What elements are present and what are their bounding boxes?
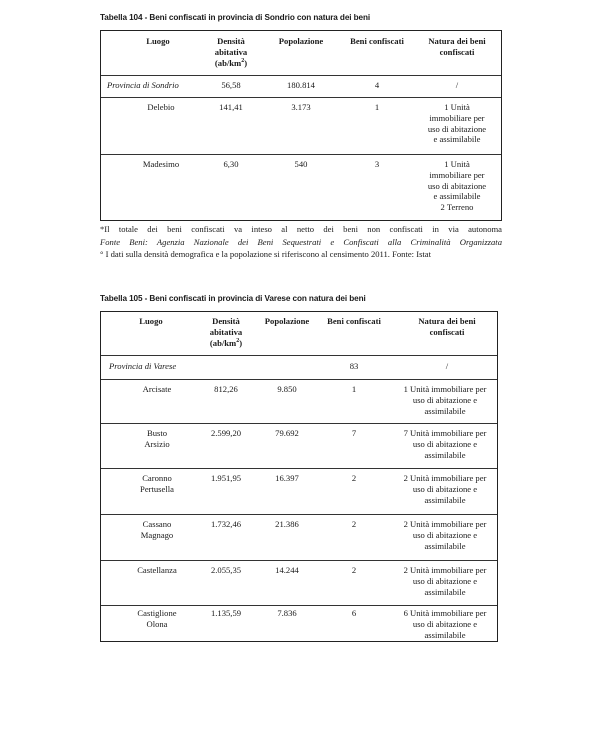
row-luogo: Castellanza bbox=[137, 565, 177, 575]
provincia-beni: 83 bbox=[349, 361, 359, 371]
table-104-header-row bbox=[101, 31, 501, 76]
row-luogo: Castiglione Olona bbox=[137, 608, 177, 629]
header-natura: Natura dei beni confiscati bbox=[418, 316, 476, 337]
row-beni: 7 bbox=[351, 428, 357, 438]
table-row bbox=[101, 606, 497, 642]
table-row bbox=[101, 469, 497, 515]
header-luogo: Luogo bbox=[146, 36, 170, 46]
table-row bbox=[101, 515, 497, 561]
row-beni: 2 bbox=[351, 519, 357, 529]
provincia-natura: / bbox=[455, 80, 459, 90]
table-row bbox=[101, 380, 497, 424]
header-popolazione: Popolazione bbox=[264, 316, 310, 326]
row-beni: 6 bbox=[351, 608, 357, 618]
row-popolazione: 16.397 bbox=[275, 473, 299, 483]
row-beni: 1 bbox=[351, 384, 357, 394]
row-popolazione: 79.692 bbox=[275, 428, 299, 438]
row-popolazione: 9.850 bbox=[277, 384, 297, 394]
row-popolazione: 21.386 bbox=[275, 519, 299, 529]
row-densita: 2.055,35 bbox=[210, 565, 242, 575]
provincia-luogo: Provincia di Sondrio bbox=[107, 80, 179, 90]
row-natura: 2 Unità immobiliare per uso di abitazione e assimilabile bbox=[403, 473, 487, 505]
provincia-natura: / bbox=[445, 361, 449, 371]
header-densita: Densità abitativa $(ab/km^2)$ bbox=[209, 316, 243, 348]
row-natura: 7 Unità immobiliare per uso di abitazione e assimilabile bbox=[403, 428, 487, 460]
table-104-notes bbox=[100, 223, 502, 261]
table-104-provincia-row bbox=[101, 76, 501, 98]
row-luogo: Busto Arsizio bbox=[144, 428, 170, 449]
provincia-luogo: Provincia di Varese bbox=[109, 361, 177, 371]
table-105 bbox=[100, 311, 498, 642]
row-densita: 141,41 bbox=[219, 102, 243, 112]
header-beni-confiscati: Beni confiscati bbox=[327, 316, 381, 326]
row-natura: 2 Unità immobiliare per uso di abitazione e assimilabile bbox=[403, 519, 487, 551]
table-104-caption: Tabella 104 - Beni confiscati in provincia di Sondrio con natura dei beni bbox=[100, 13, 371, 22]
row-densita: 2.599,20 bbox=[210, 428, 242, 438]
row-beni: 3 bbox=[374, 159, 380, 169]
row-natura: 2 Unità immobiliare per uso di abitazione e assimilabile bbox=[403, 565, 487, 597]
row-luogo: Madesimo bbox=[142, 159, 180, 169]
header-natura: Natura dei beni confiscati bbox=[428, 36, 486, 57]
table-row bbox=[101, 561, 497, 606]
row-luogo: Caronno Pertusella bbox=[140, 473, 174, 494]
row-luogo: Delebio bbox=[147, 102, 175, 112]
row-popolazione: 540 bbox=[294, 159, 308, 169]
note-censimento: ° I dati sulla densità demografica e la popolazione si riferiscono al censimento 2011. Fonte: Istat bbox=[100, 249, 432, 260]
header-beni-confiscati: Beni confiscati bbox=[350, 36, 404, 46]
row-beni: 2 bbox=[351, 473, 357, 483]
row-natura: 1 Unità immobiliare per uso di abitazione e assimilabile bbox=[427, 102, 487, 145]
note-fonte-beni: Fonte Beni: Agenzia Nazionale dei Beni Sequestrati e Confiscati alla Criminalità Organizzata bbox=[100, 236, 502, 247]
row-popolazione: 14.244 bbox=[275, 565, 299, 575]
row-luogo: Arcisate bbox=[142, 384, 172, 394]
row-densita: 1.732,46 bbox=[210, 519, 242, 529]
row-beni: 2 bbox=[351, 565, 357, 575]
row-beni: 1 bbox=[374, 102, 380, 112]
row-popolazione: 3.173 bbox=[291, 102, 311, 112]
row-natura: 1 Unità immobiliare per uso di abitazione e assimilabile bbox=[403, 384, 487, 416]
table-104 bbox=[100, 30, 502, 221]
table-105-caption: Tabella 105 - Beni confiscati in provincia di Varese con natura dei beni bbox=[100, 294, 366, 303]
row-densita: 6,30 bbox=[223, 159, 239, 169]
row-densita: 1.951,95 bbox=[210, 473, 242, 483]
table-105-header-row bbox=[101, 312, 497, 356]
row-luogo: Cassano Magnago bbox=[140, 519, 174, 540]
table-row bbox=[101, 98, 501, 155]
note-totale: *Il totale dei beni confiscati va inteso al netto dei beni non confiscati in via autonoma bbox=[100, 224, 502, 234]
header-luogo: Luogo bbox=[139, 316, 163, 326]
row-densita: 812,26 bbox=[214, 384, 238, 394]
provincia-beni: 4 bbox=[374, 80, 380, 90]
table-105-provincia-row bbox=[101, 356, 497, 380]
row-natura: 1 Unità immobiliare per uso di abitazione e assimilabile 2 Terreno bbox=[427, 159, 487, 213]
provincia-popolazione: 180.814 bbox=[287, 80, 315, 90]
table-row bbox=[101, 155, 501, 221]
header-densita: Densità abitativa $(ab/km^2)$ bbox=[214, 36, 248, 68]
row-natura: 6 Unità immobiliare per uso di abitazione e assimilabile bbox=[403, 608, 487, 640]
table-row bbox=[101, 424, 497, 469]
row-popolazione: 7.836 bbox=[277, 608, 297, 618]
provincia-densita: 56,58 bbox=[221, 80, 241, 90]
row-densita: 1.135,59 bbox=[210, 608, 242, 618]
header-popolazione: Popolazione bbox=[278, 36, 324, 46]
